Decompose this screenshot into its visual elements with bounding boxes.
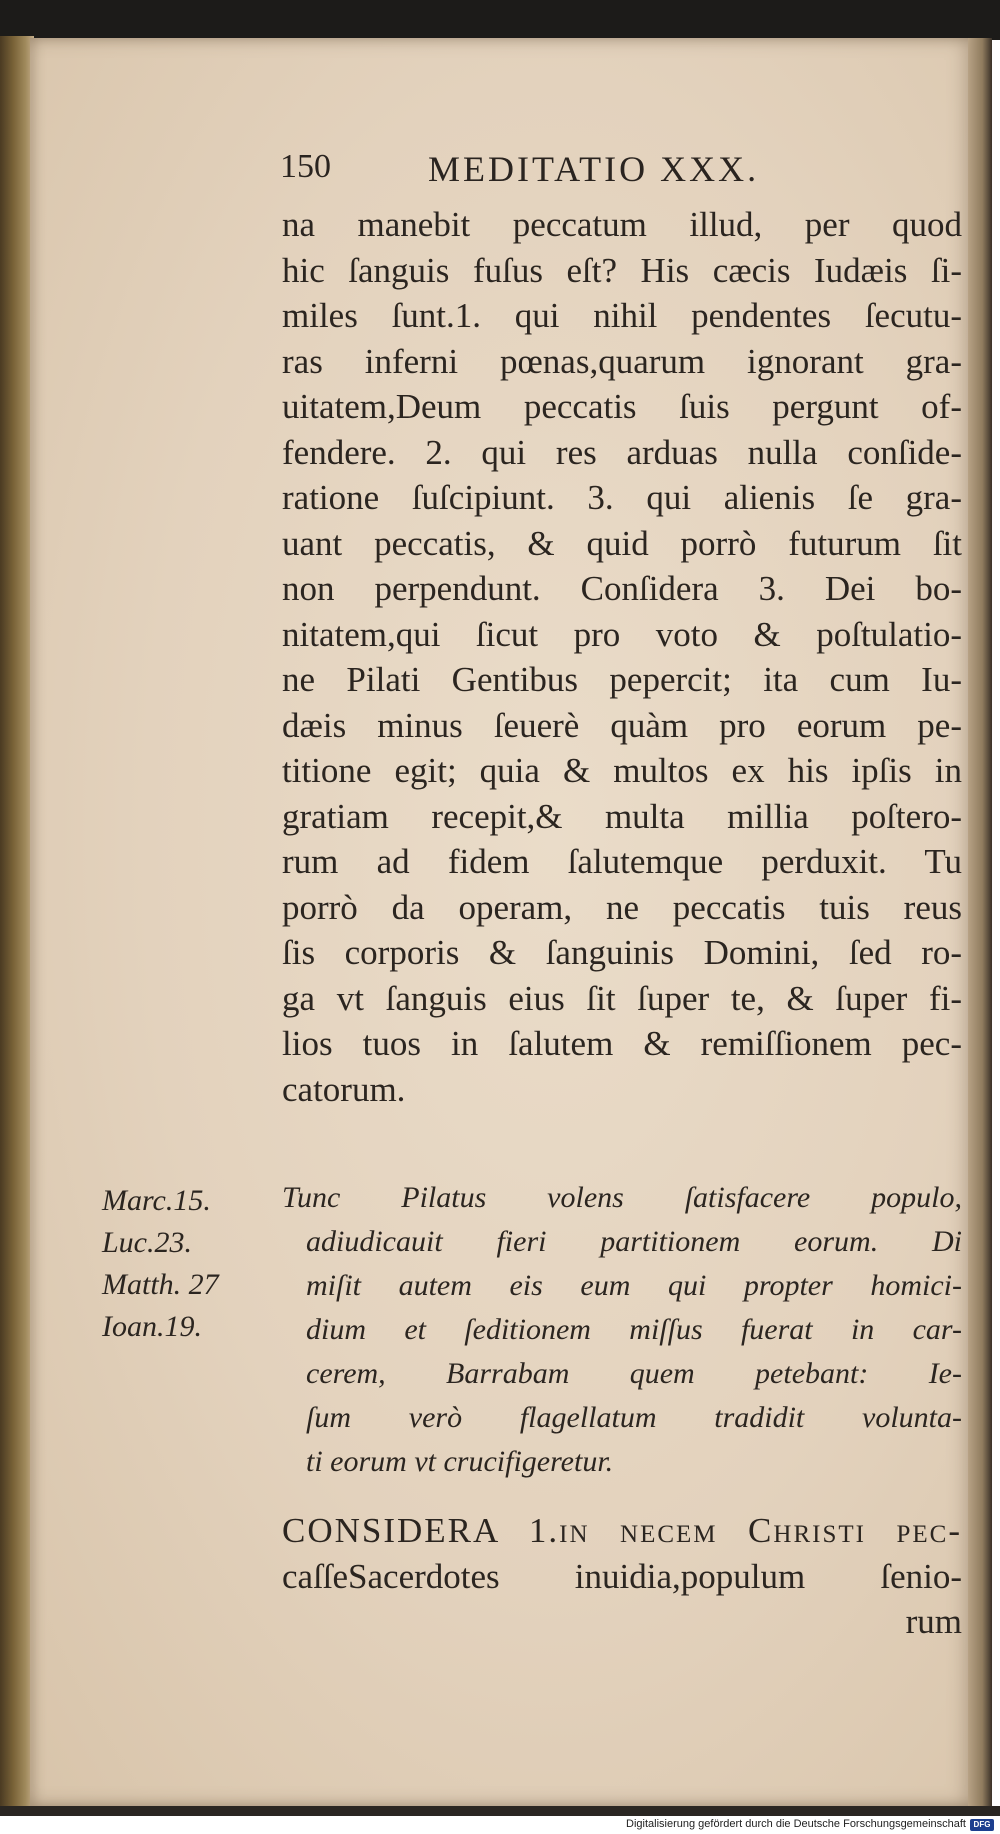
text-line: fendere. 2. qui res arduas nulla conſide- [282,432,962,472]
scripture-line: miſit autem eis eum qui propter homici- [306,1269,962,1302]
text-line: non perpendunt. Conſidera 3. Dei bo- [282,569,962,608]
text-line: porrò da operam, ne peccatis tuis reus [282,887,962,927]
text-line: ga vt ſanguis eius ſit ſuper te, & ſuper fi- [282,978,962,1018]
text-line: uitatem,Deum peccatis ſuis pergunt of- [282,387,962,426]
text-line: na manebit peccatum illud, per quod [282,205,962,244]
funding-credit: Digitalisierung gefördert durch die Deutsche Forschungsgemeinschaft [626,1818,966,1830]
scripture-line: adiudicauit fieri partitionem eorum. Di [306,1225,962,1258]
catchword: rum [905,1602,962,1641]
scripture-line: ſum verò flagellatum tradidit volunta- [306,1401,962,1434]
scan-bottom-border [0,1806,1000,1816]
considera-paragraph [282,1508,962,1645]
text-line: uant peccatis, & quid porrò futurum ſit [282,523,962,563]
text-line: ſis corporis & ſanguinis Domini, ſed ro- [282,933,962,972]
text-line: lios tuos in ſalutem & remiſſionem pec- [282,1024,962,1063]
text-line: ne Pilati Gentibus pepercit; ita cum Iu- [282,660,962,699]
scripture-line: Tunc Pilatus volens ſatisfacere populo, [282,1181,962,1214]
scripture-quote [282,1176,962,1484]
marginal-note: Matth. 27 [102,1268,219,1301]
main-text-block [282,202,962,1112]
marginal-note: Luc.23. [102,1226,192,1259]
text-line: gratiam recepit,& multa millia poſtero- [282,796,962,836]
book-spine-edge [0,36,34,1811]
text-line: hic ſanguis fuſus eſt? His cæcis Iudæis ſi- [282,250,962,290]
page-right-edge [968,38,992,1806]
text-line: CONSIDERA 1.in necem Chriſti pec- [282,1511,962,1550]
dfg-logo-icon: DFG [970,1819,994,1831]
text-line: ras inferni pœnas,quarum ignorant gra- [282,341,962,381]
text-line: caſſeSacerdotes inuidia,populum ſenio- [282,1556,962,1596]
marginal-references [102,1180,219,1348]
scan-top-border [0,0,1000,40]
scripture-line: ti eorum vt crucifigeretur. [306,1445,614,1478]
digitization-footer [0,1816,1000,1834]
page-header [280,148,960,194]
page-number: 150 [280,148,331,185]
marginal-note: Marc.15. [102,1184,211,1217]
text-line: ratione ſuſcipiunt. 3. qui alienis ſe gra- [282,478,962,517]
text-line: nitatem,qui ſicut pro voto & poſtulatio- [282,614,962,654]
text-line: dæis minus ſeuerè quàm pro eorum pe- [282,705,962,745]
text-line: titione egit; quia & multos ex his ipſis in [282,751,962,790]
scripture-line: cerem, Barrabam quem petebant: Ie- [306,1357,962,1390]
running-title: MEDITATIO XXX. [428,149,760,189]
text-line: miles ſunt.1. qui nihil pendentes ſecutu- [282,296,962,335]
marginal-note: Ioan.19. [102,1310,202,1343]
text-line: rum ad fidem ſalutemque perduxit. Tu [282,842,962,881]
scripture-line: dium et ſeditionem miſſus fuerat in car- [306,1313,962,1346]
text-line: catorum. [282,1069,406,1109]
